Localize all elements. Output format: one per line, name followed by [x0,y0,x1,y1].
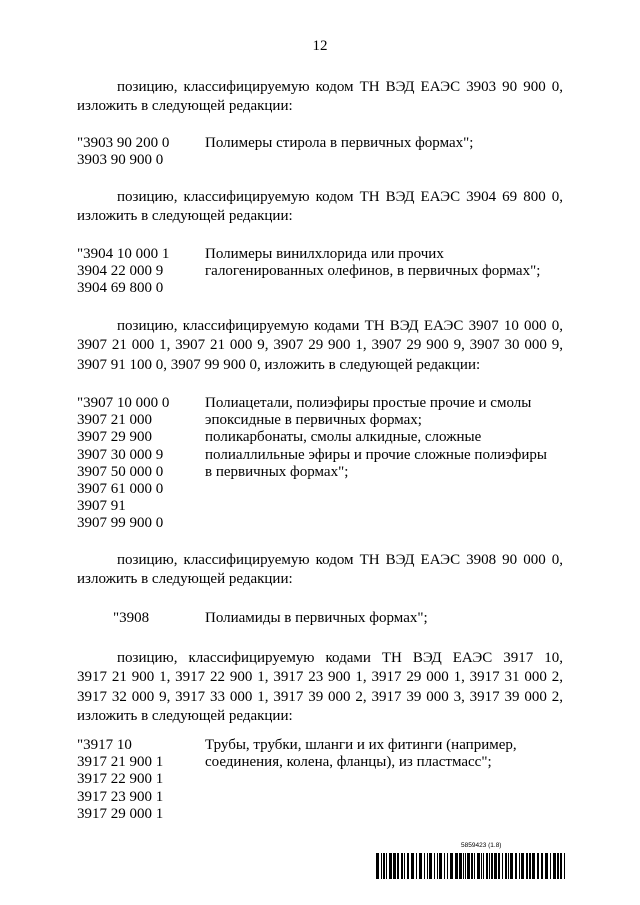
barcode-bar [494,853,497,879]
barcode-bar [467,853,470,879]
barcode-bar [427,853,428,879]
code-column [77,395,169,533]
barcode-bar [550,853,551,879]
description-column [205,135,473,152]
tariff-code: 3917 23 900 1 [77,788,164,805]
barcode-bar [483,853,484,879]
barcode-bar [450,853,453,879]
instruction-paragraph [77,649,563,726]
code-column [77,737,163,823]
description-line: полиаллильные эфиры и прочие сложные полиэфиры [205,446,547,463]
barcode-bar [455,853,458,879]
tariff-code: 3907 21 000 [77,412,152,429]
instruction-paragraph [77,78,563,117]
barcode-bar [498,853,500,879]
paragraph-line: изложить в следующей редакции: [77,208,293,225]
code-column [113,610,149,627]
barcode-bar [510,853,513,879]
tariff-code: 3907 91 [77,498,126,515]
tariff-code: 3917 29 000 1 [77,805,164,822]
barcode-bar [416,853,417,879]
paragraph-line: позицию, классифицируемую кодом ТН ВЭД ЕАЭС 3908 90 000 0, [117,552,563,568]
tariff-code: 3904 22 000 9 [77,263,164,280]
description-column [205,246,540,280]
barcode-bar [560,853,562,879]
paragraph-line: позицию, классифицируемую кодами ТН ВЭД ЕАЭС 3907 10 000 0, [117,318,563,334]
tariff-code: 3903 90 900 0 [77,152,164,169]
paragraph-line: изложить в следующей редакции: [77,98,293,115]
code-column [77,135,169,169]
barcode-bar [383,853,385,879]
instruction-paragraph [77,551,563,590]
barcode-bar [429,853,432,879]
tariff-code: "3907 10 000 0 [77,395,170,411]
tariff-code: 3907 61 000 0 [77,481,164,498]
paragraph-line: 3907 91 100 0, 3907 99 900 0, изложить в следующей редакции: [77,356,481,373]
barcode-bar [434,853,435,879]
barcode-bar [545,853,548,879]
barcode-bar [537,853,539,879]
paragraph-line: изложить в следующей редакции: [77,707,293,724]
description-column [205,395,547,481]
barcode-bar [437,853,438,879]
barcode-bar [401,853,403,879]
barcode-bar [481,853,482,879]
barcode-bar [381,853,382,879]
barcode-bar [444,853,445,879]
barcode-bar [393,853,396,879]
barcode-bar [411,853,414,879]
barcode-bar [515,853,517,879]
tariff-code: "3908 [113,610,150,626]
barcode-bar [491,853,493,879]
paragraph-line: позицию, классифицируемую кодами ТН ВЭД ЕАЭС 3917 10, [117,650,563,666]
instruction-paragraph [77,317,563,375]
description-line: в первичных формах"; [205,463,349,480]
barcode-bar [439,853,442,879]
description-line: Трубы, трубки, шланги и их фитинги (например, [205,737,517,753]
code-column [77,246,169,298]
barcode-bar [474,853,475,879]
barcode-bar [557,853,559,879]
barcode-bar [508,853,509,879]
paragraph-line: изложить в следующей редакции: [77,571,293,588]
barcode-bar [532,853,535,879]
tariff-code: 3917 22 900 1 [77,771,164,788]
description-line: Полиацетали, полиэфиры простые прочие и смолы [205,395,532,411]
barcode-bar [489,853,490,879]
tariff-code: "3903 90 200 0 [77,135,170,151]
barcode-bar [424,853,425,879]
description-line: Полиамиды в первичных формах"; [205,610,428,626]
paragraph-line: 3907 21 000 1, 3907 21 000 9, 3907 29 900 1, 3907 29 900 9, 3907 30 000 9, [77,337,563,354]
barcode-bar [477,853,480,879]
barcode-bar [502,853,503,879]
barcode-bar [407,853,409,879]
tariff-code: 3907 99 900 0 [77,515,164,532]
barcode-bar [526,853,528,879]
barcode-bar [465,853,466,879]
barcode-bar [553,853,556,879]
barcode-bar [471,853,473,879]
barcode-bar [404,853,405,879]
tariff-code: 3904 69 800 0 [77,280,164,297]
barcode-bar [519,853,520,879]
tariff-code: "3904 10 000 1 [77,246,170,262]
barcode-bar [521,853,524,879]
paragraph-line: 3917 32 000 9, 3917 33 000 1, 3917 39 000 2, 3917 39 000 3, 3917 39 000 2, [77,688,563,705]
barcode-bar [376,853,379,879]
tariff-code: 3907 30 000 9 [77,446,164,463]
barcode-bar [541,853,543,879]
paragraph-line: позицию, классифицируемую кодом ТН ВЭД ЕАЭС 3904 69 800 0, [117,189,563,205]
barcode-bar [486,853,488,879]
barcode-bar [564,853,565,879]
description-line: галогенированных олефинов, в первичных формах"; [205,263,541,280]
barcode-bar [529,853,531,879]
instruction-paragraph [77,188,563,227]
description-line: эпоксидные в первичных формах; [205,412,422,429]
barcode-bar [459,853,462,879]
barcode-bar [447,853,448,879]
description-column [205,737,517,771]
barcode-icon [376,853,565,879]
paragraph-line: позицию, классифицируемую кодом ТН ВЭД ЕАЭС 3903 90 900 0, [117,79,563,95]
barcode-label: 5859423 (1.8) [461,842,502,849]
description-line: Полимеры стирола в первичных формах"; [205,135,474,151]
description-column [205,610,428,627]
tariff-code: 3907 29 900 [77,429,152,446]
barcode-bar [419,853,422,879]
barcode-bar [463,853,464,879]
description-line: соединения, колена, фланцы), из пластмасс"; [205,754,492,771]
tariff-code: "3917 10 [77,737,132,753]
barcode-bar [397,853,399,879]
tariff-code: 3907 50 000 0 [77,463,164,480]
paragraph-line: 3917 21 900 1, 3917 22 900 1, 3917 23 900 1, 3917 29 000 1, 3917 31 000 2, [77,669,563,686]
description-line: Полимеры винилхлорида или прочих [205,246,444,262]
barcode-bar [389,853,392,879]
page-number: 12 [312,38,328,54]
barcode-bar [505,853,507,879]
tariff-code: 3917 21 900 1 [77,754,164,771]
barcode-bar [386,853,387,879]
description-line: поликарбонаты, смолы алкидные, сложные [205,429,482,446]
